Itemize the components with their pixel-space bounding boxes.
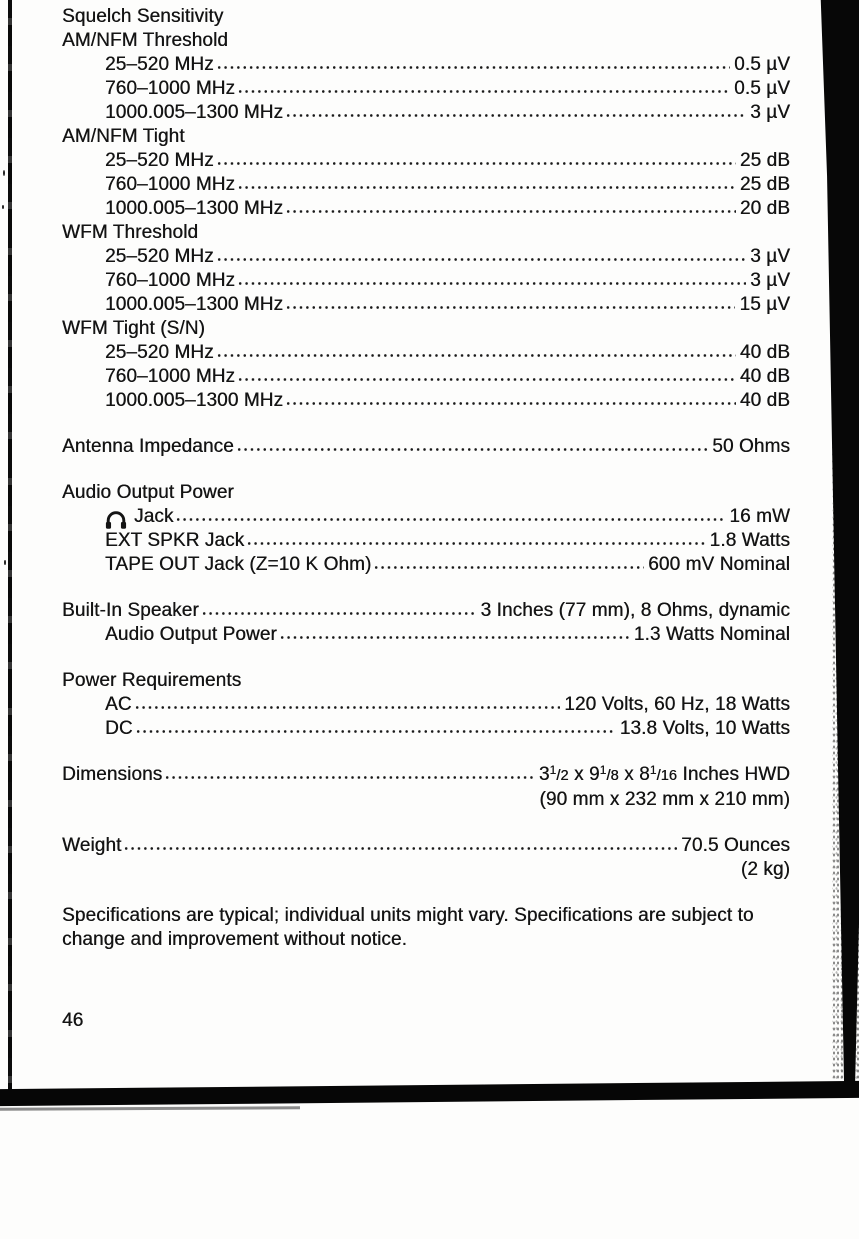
page-number: 46 — [62, 1010, 84, 1031]
spec-label: Built-In Speaker — [62, 600, 199, 621]
dim-separator: x — [618, 764, 640, 785]
spec-row — [62, 693, 790, 717]
specifications-list — [62, 5, 790, 1033]
section-heading — [62, 221, 790, 245]
spec-label: 760–1000 MHz — [105, 366, 236, 387]
spec-value: 70.5 Ounces — [681, 835, 790, 856]
heading-text: WFM Tight (S/N) — [62, 318, 205, 339]
spec-value: 15 µV — [739, 294, 790, 315]
dot-leader — [236, 447, 708, 452]
spec-label: Weight — [62, 835, 122, 856]
dot-leader — [237, 89, 730, 94]
spec-label: 760–1000 MHz — [105, 78, 236, 99]
spec-value: 20 dB — [739, 198, 790, 219]
dot-leader — [216, 353, 736, 358]
spec-label: 1000.005–1300 MHz — [105, 390, 284, 411]
spec-row — [62, 173, 790, 197]
dot-leader — [135, 729, 616, 734]
spec-row — [62, 197, 790, 221]
spec-row — [62, 77, 790, 101]
dot-leader — [216, 161, 736, 166]
spec-value: 120 Volts, 60 Hz, 18 Watts — [564, 694, 790, 715]
spec-value: 40 dB — [739, 366, 790, 387]
scan-speck — [2, 205, 4, 209]
spec-label: Dimensions — [62, 764, 163, 785]
spec-value: 0.5 µV — [734, 54, 790, 75]
dim-numerator: 1 — [649, 763, 657, 777]
dot-leader — [175, 517, 725, 522]
dot-leader — [285, 209, 736, 214]
spec-row — [62, 599, 790, 623]
dot-leader — [285, 401, 736, 406]
spec-label: 1000.005–1300 MHz — [105, 294, 284, 315]
dim-whole: 3 — [538, 764, 550, 785]
spec-row — [62, 834, 790, 858]
section-heading — [62, 5, 790, 29]
heading-text: Power Requirements — [62, 670, 242, 691]
dot-leader — [201, 611, 477, 616]
dim-denominator: /2 — [556, 768, 569, 784]
spec-label: 25–520 MHz — [105, 342, 214, 363]
footnote-line: Specifications are typical; individual units might vary. Specifications are subject to — [62, 905, 754, 926]
spec-row-dimensions — [62, 763, 790, 788]
spec-row — [62, 101, 790, 125]
spec-value: 40 dB — [739, 342, 790, 363]
spec-label: EXT SPKR Jack — [105, 530, 245, 551]
spec-value: 3 µV — [750, 246, 790, 267]
spec-row — [62, 53, 790, 77]
spec-label: Jack — [134, 506, 174, 527]
dim-denominator: /16 — [656, 768, 677, 784]
dot-leader — [373, 565, 644, 570]
dot-leader — [279, 635, 630, 640]
spec-label: 760–1000 MHz — [105, 174, 236, 195]
spec-label: 25–520 MHz — [105, 150, 214, 171]
spec-label: TAPE OUT Jack (Z=10 K Ohm) — [105, 554, 372, 575]
dim-numerator: 1 — [599, 763, 607, 777]
spec-row — [62, 529, 790, 553]
spec-value: 16 mW — [729, 506, 790, 527]
spec-value: 25 dB — [739, 150, 790, 171]
spec-label: 1000.005–1300 MHz — [105, 102, 284, 123]
spec-value: 3 µV — [750, 102, 790, 123]
dim-whole: 8 — [639, 764, 650, 785]
spec-row — [62, 623, 790, 647]
heading-text: Audio Output Power — [62, 482, 234, 503]
footnote-line: change and improvement without notice. — [62, 929, 407, 950]
heading-text: AM/NFM Threshold — [62, 30, 228, 51]
scan-speck — [3, 170, 5, 176]
spec-value-continuation — [62, 858, 790, 882]
headphone-icon — [105, 511, 128, 530]
spec-label: Antenna Impedance — [62, 436, 234, 457]
section-heading — [62, 669, 790, 693]
heading-text: Squelch Sensitivity — [62, 6, 224, 27]
spec-value: 600 mV Nominal — [648, 554, 790, 575]
dim-suffix: Inches HWD — [676, 764, 790, 785]
dim-denominator: /8 — [606, 768, 619, 784]
spec-value: 1.3 Watts Nominal — [633, 624, 790, 645]
spec-row — [62, 245, 790, 269]
spec-row — [62, 149, 790, 173]
dot-leader — [216, 65, 730, 70]
spec-row — [62, 389, 790, 413]
dot-leader — [216, 257, 746, 262]
section-heading — [62, 481, 790, 505]
spec-label: 25–520 MHz — [105, 54, 214, 75]
spec-label: AC — [105, 694, 132, 715]
spec-value: 0.5 µV — [734, 78, 790, 99]
dot-leader — [237, 377, 736, 382]
dot-leader — [237, 281, 746, 286]
scan-speck — [4, 560, 6, 565]
heading-text: AM/NFM Tight — [62, 126, 185, 147]
dimensions-value — [539, 763, 790, 788]
section-heading — [62, 317, 790, 341]
spec-value: 13.8 Volts, 10 Watts — [619, 718, 790, 739]
spec-label: 760–1000 MHz — [105, 270, 236, 291]
spec-value: 50 Ohms — [712, 436, 790, 457]
scan-smudge — [0, 1106, 300, 1110]
binding-edge-artifact — [8, 0, 12, 1094]
spec-value-continuation — [62, 788, 790, 812]
spec-row — [62, 341, 790, 365]
spec-value: 1.8 Watts — [709, 530, 790, 551]
spec-row — [62, 269, 790, 293]
spec-value: 25 dB — [739, 174, 790, 195]
dot-leader — [285, 113, 746, 118]
dot-leader — [285, 305, 735, 310]
spec-value: 40 dB — [739, 390, 790, 411]
spec-value: 3 µV — [750, 270, 790, 291]
scan-edge-bar-bottom — [0, 1081, 859, 1106]
spec-value: 3 Inches (77 mm), 8 Ohms, dynamic — [480, 600, 790, 621]
section-heading — [62, 29, 790, 53]
dot-leader — [123, 846, 677, 851]
dot-leader — [237, 185, 736, 190]
dot-leader — [134, 705, 561, 710]
dim-numerator: 1 — [549, 763, 557, 777]
section-heading — [62, 125, 790, 149]
spec-value: (90 mm x 232 mm x 210 mm) — [539, 789, 790, 810]
spec-row — [62, 553, 790, 577]
dot-leader — [164, 775, 535, 780]
spec-row-headphone-jack — [62, 505, 790, 529]
spec-label: Audio Output Power — [105, 624, 277, 645]
spec-row — [62, 717, 790, 741]
spec-value: (2 kg) — [740, 859, 790, 880]
spec-row — [62, 293, 790, 317]
spec-label: 25–520 MHz — [105, 246, 214, 267]
spec-label: DC — [105, 718, 133, 739]
spec-label: 1000.005–1300 MHz — [105, 198, 284, 219]
spec-row — [62, 365, 790, 389]
dim-separator: x — [568, 764, 589, 785]
footnote — [62, 904, 790, 952]
dim-whole: 9 — [588, 764, 600, 785]
spec-row — [62, 435, 790, 459]
heading-text: WFM Threshold — [62, 222, 199, 243]
dot-leader — [246, 541, 705, 546]
